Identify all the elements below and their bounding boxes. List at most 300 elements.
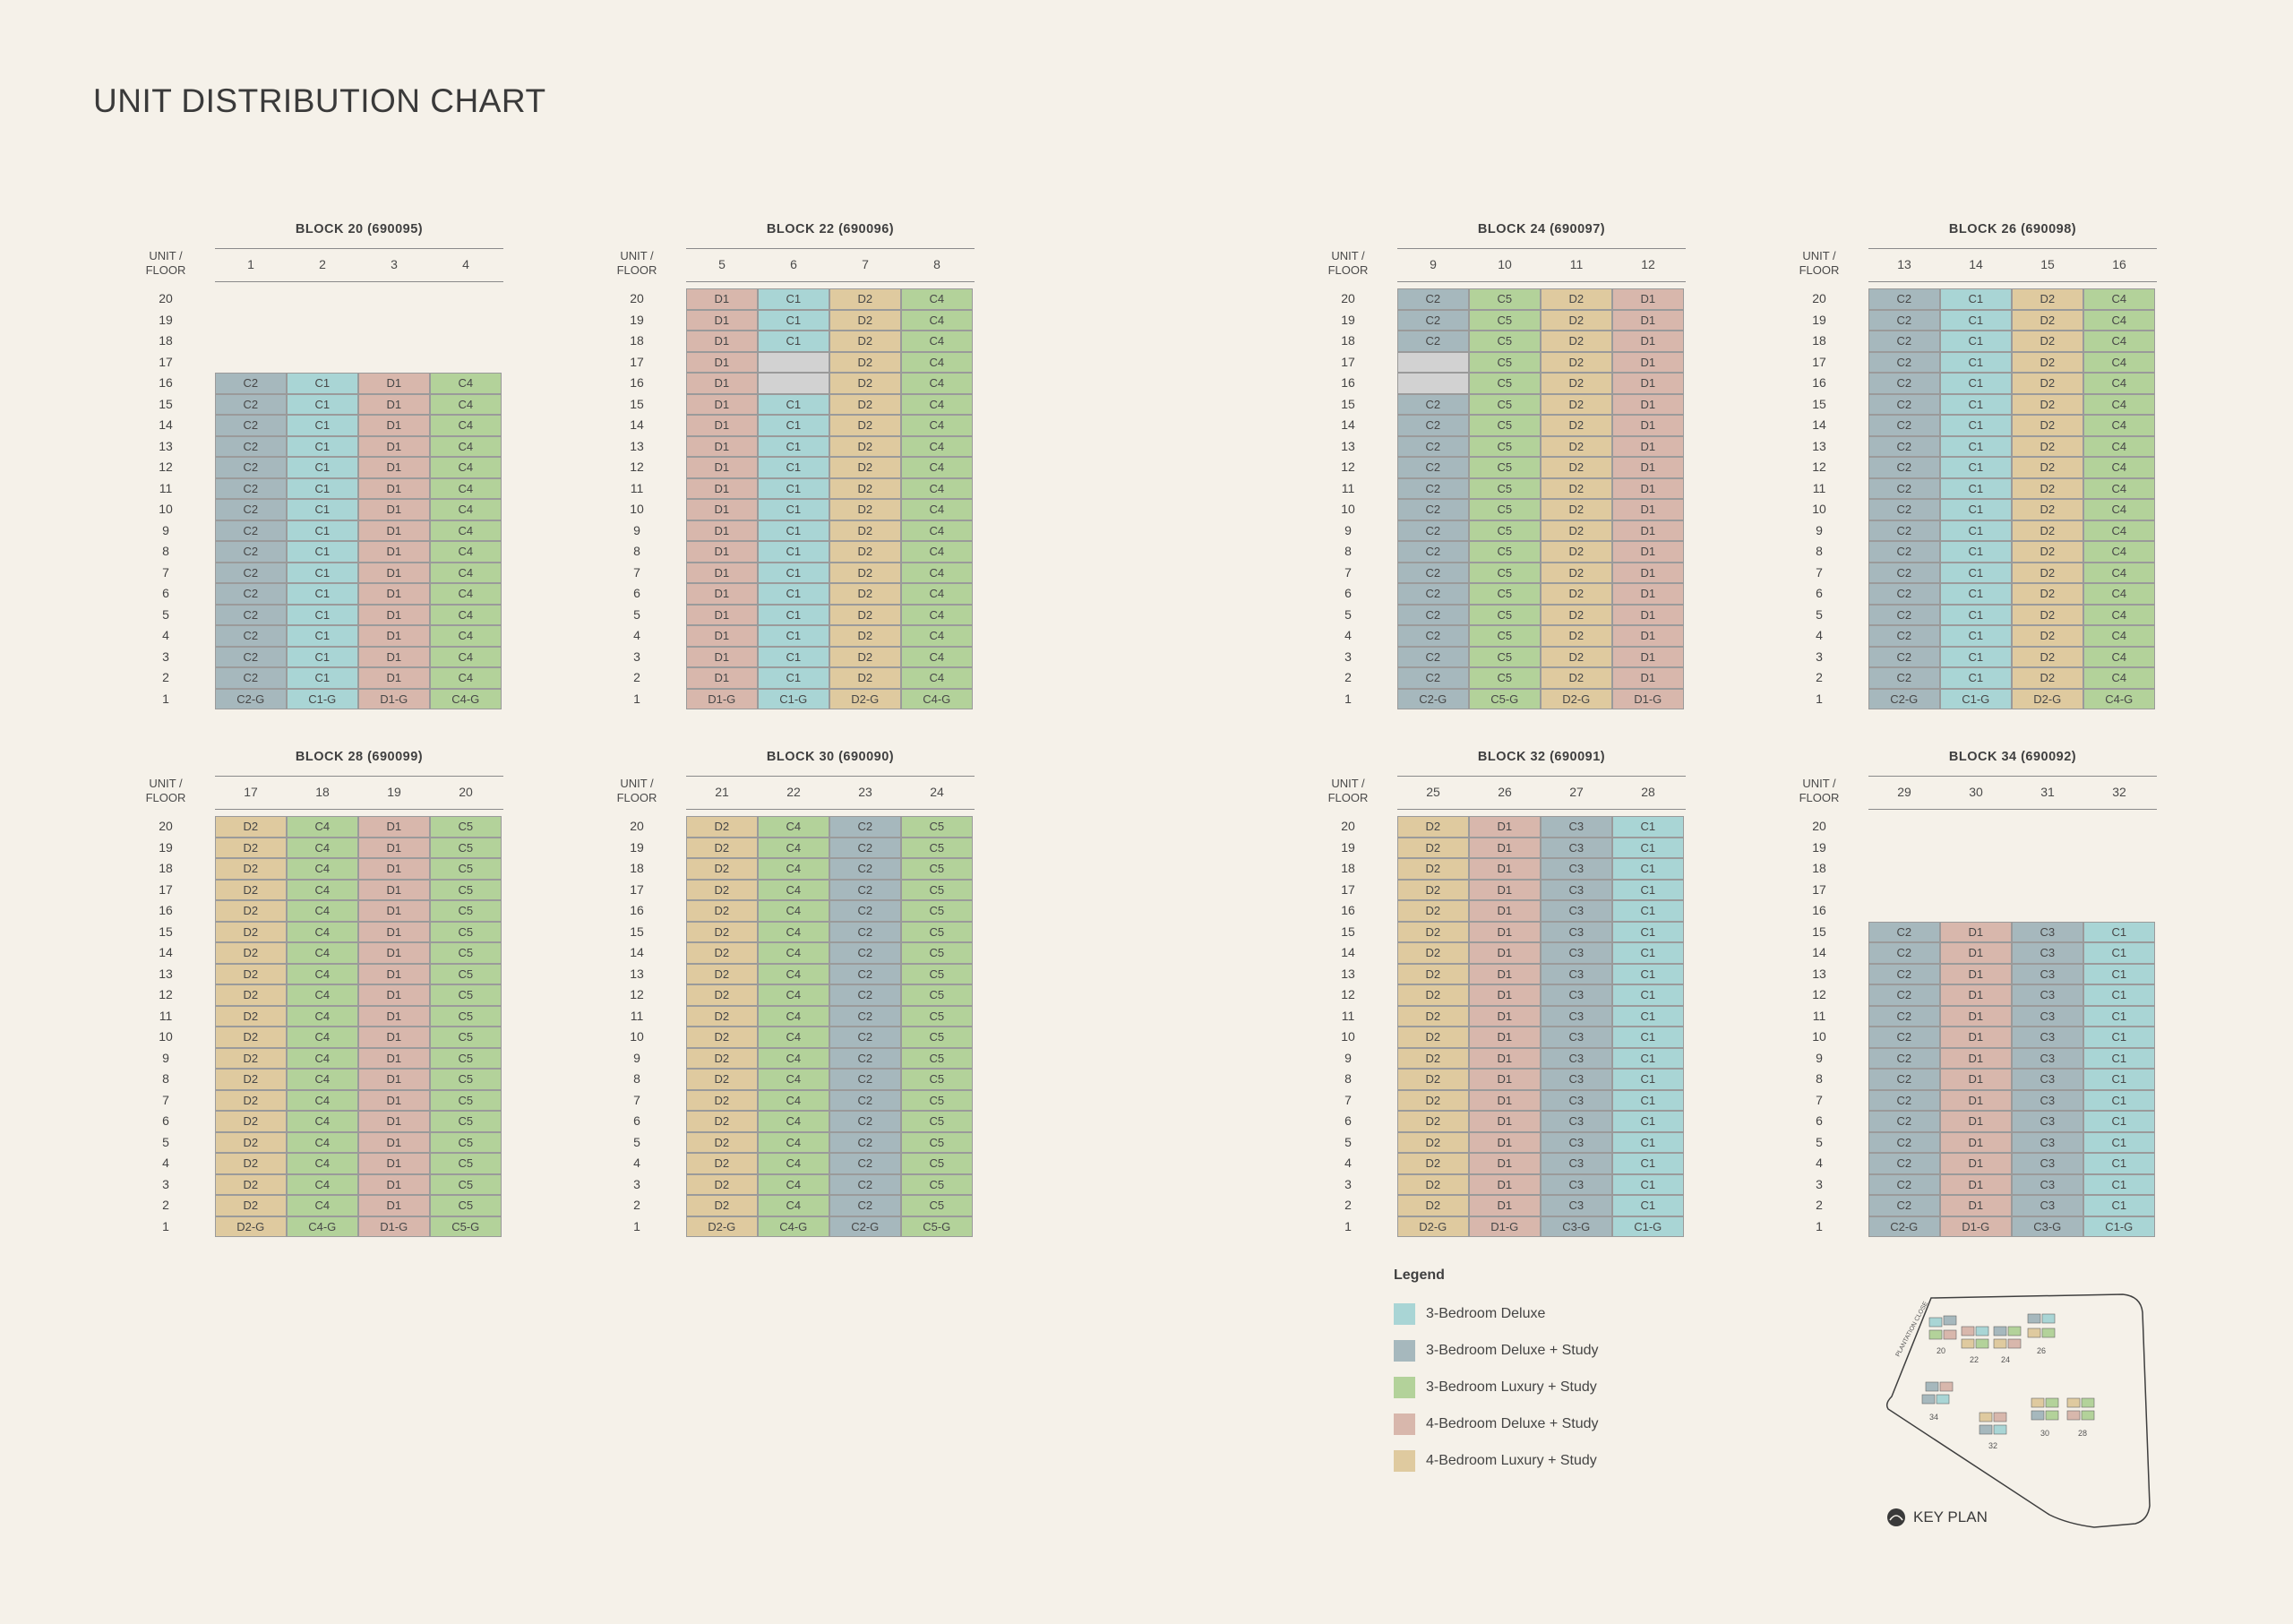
unit-number: 15 xyxy=(2040,257,2055,271)
unit-type-cell: C1 xyxy=(287,415,358,436)
unit-type-cell: D1 xyxy=(1940,1090,2012,1112)
unit-type-cell: D2 xyxy=(829,647,901,668)
unit-type-cell: C1 xyxy=(2083,964,2155,985)
unit-type-cell: D2 xyxy=(686,964,758,985)
floor-number: 5 xyxy=(633,606,640,622)
unit-type-cell: C2 xyxy=(1868,1069,1940,1090)
key-block-26 xyxy=(2028,1314,2055,1355)
unit-type-cell: C4 xyxy=(2083,520,2155,542)
unit-type-cell: D1 xyxy=(358,520,430,542)
unit-type-cell: D2 xyxy=(2012,647,2083,668)
unit-type-cell: C4 xyxy=(901,563,973,584)
unit-type-cell: C3 xyxy=(1541,964,1612,985)
header-rule xyxy=(1397,248,1686,249)
unit-type-cell: C1 xyxy=(1612,1174,1684,1196)
unit-type-cell: C2 xyxy=(1868,1027,1940,1048)
unit-type-cell: D2 xyxy=(2012,331,2083,352)
unit-floor-label: UNIT / FLOOR xyxy=(145,249,186,277)
unit-type-cell: D2-G xyxy=(1541,689,1612,710)
unit-type-cell: D2 xyxy=(829,373,901,394)
key-block-label: 26 xyxy=(2037,1346,2047,1355)
unit-type-cell: C2 xyxy=(1868,984,1940,1006)
unit-type-cell: C4 xyxy=(758,1132,829,1154)
void-cell xyxy=(1397,352,1469,374)
unit-type-cell: D1 xyxy=(358,858,430,880)
unit-type-cell: C4-G xyxy=(287,1216,358,1238)
unit-type-cell: C3 xyxy=(2012,1132,2083,1154)
floor-number: 12 xyxy=(1341,460,1355,474)
unit-type-cell: D1 xyxy=(1940,964,2012,985)
unit-type-cell: C5 xyxy=(901,816,973,838)
unit-type-cell: D2 xyxy=(829,478,901,500)
unit-type-cell: C2 xyxy=(1868,647,1940,668)
floor-number: 14 xyxy=(1341,945,1355,959)
unit-type-cell: C4 xyxy=(901,647,973,668)
unit-type-cell: D1 xyxy=(358,984,430,1006)
unit-type-cell: D2 xyxy=(1541,457,1612,478)
unit-type-cell: C1 xyxy=(2083,922,2155,943)
unit-type-cell: C1 xyxy=(1612,858,1684,880)
unit-type-cell: D1 xyxy=(1469,816,1541,838)
unit-number: 26 xyxy=(1498,785,1512,799)
floor-number: 11 xyxy=(1341,480,1355,495)
floor-number: 6 xyxy=(1816,586,1823,600)
floor-number: 2 xyxy=(162,1198,169,1212)
unit-type-cell: D1 xyxy=(1612,605,1684,626)
floor-number: 18 xyxy=(1341,333,1355,348)
unit-type-cell: C1 xyxy=(1612,1090,1684,1112)
unit-type-cell: C1 xyxy=(758,499,829,520)
unit-floor-label: UNIT / FLOOR xyxy=(616,777,657,804)
unit-type-cell: C4 xyxy=(430,541,502,563)
unit-type-cell: C3 xyxy=(1541,1111,1612,1132)
unit-type-cell: C1-G xyxy=(2083,1216,2155,1238)
unit-type-cell: D1 xyxy=(358,478,430,500)
floor-number: 11 xyxy=(159,1008,173,1023)
unit-type-cell: C2 xyxy=(1868,625,1940,647)
unit-type-cell: C4 xyxy=(287,1174,358,1196)
unit-type-cell: C2 xyxy=(215,457,287,478)
unit-type-cell: D2 xyxy=(1397,1174,1469,1196)
unit-type-cell: D1 xyxy=(1612,520,1684,542)
floor-number: 7 xyxy=(633,564,640,580)
unit-type-cell: C3 xyxy=(2012,964,2083,985)
unit-type-cell: C3 xyxy=(1541,1069,1612,1090)
unit-type-cell: D1 xyxy=(358,1090,430,1112)
floor-number: 3 xyxy=(633,649,640,664)
unit-type-cell: D2 xyxy=(2012,478,2083,500)
unit-type-cell: C1 xyxy=(1940,331,2012,352)
unit-type-cell: C2 xyxy=(1868,1153,1940,1174)
unit-type-cell: C1 xyxy=(1940,457,2012,478)
unit-type-cell: C2 xyxy=(1868,436,1940,458)
unit-type-cell: C4 xyxy=(758,1027,829,1048)
unit-type-cell: C5 xyxy=(901,880,973,901)
floor-number: 15 xyxy=(1812,924,1826,939)
unit-type-cell: D1 xyxy=(1469,942,1541,964)
floor-number: 4 xyxy=(1816,628,1823,642)
floor-number: 8 xyxy=(1816,1071,1823,1086)
block-title: BLOCK 34 (690092) xyxy=(1948,750,2077,764)
unit-type-cell: C2 xyxy=(829,1132,901,1154)
unit-type-cell: D2 xyxy=(215,1195,287,1216)
unit-type-cell: D1 xyxy=(358,563,430,584)
unit-type-cell: C5 xyxy=(1469,331,1541,352)
unit-type-cell: C2 xyxy=(1868,499,1940,520)
floor-number: 7 xyxy=(1344,564,1352,580)
unit-type-cell: D1 xyxy=(358,583,430,605)
unit-type-cell: C4 xyxy=(758,922,829,943)
floor-number: 17 xyxy=(1812,881,1826,897)
unit-type-cell: C4 xyxy=(901,478,973,500)
key-block-32 xyxy=(1980,1413,2006,1450)
unit-type-cell: D2 xyxy=(1397,1027,1469,1048)
floor-number: 1 xyxy=(162,691,169,706)
unit-type-cell: C1 xyxy=(287,563,358,584)
floor-number: 19 xyxy=(1341,839,1355,855)
floor-number: 17 xyxy=(159,881,173,897)
unit-type-cell: D1 xyxy=(1940,1027,2012,1048)
unit-type-cell: C3 xyxy=(2012,922,2083,943)
unit-type-cell: D2 xyxy=(829,520,901,542)
unit-type-cell: C4 xyxy=(287,1132,358,1154)
floor-number: 15 xyxy=(630,924,644,939)
unit-type-cell: C3 xyxy=(2012,1111,2083,1132)
unit-type-cell: D2 xyxy=(686,1048,758,1070)
floor-number: 13 xyxy=(159,438,173,453)
unit-type-cell: C5 xyxy=(430,1195,502,1216)
unit-type-cell: D2 xyxy=(215,942,287,964)
floor-number: 19 xyxy=(630,312,644,327)
unit-type-cell: C2 xyxy=(1868,563,1940,584)
unit-number: 1 xyxy=(247,257,254,271)
unit-type-cell: C3 xyxy=(1541,858,1612,880)
unit-type-cell: D2 xyxy=(1397,838,1469,859)
unit-type-cell: D1 xyxy=(1612,352,1684,374)
unit-type-cell: C5 xyxy=(1469,605,1541,626)
unit-type-cell: C2 xyxy=(1397,394,1469,416)
unit-type-cell: D2 xyxy=(1397,964,1469,985)
unit-type-cell: D2 xyxy=(686,1174,758,1196)
floor-number: 10 xyxy=(1812,502,1826,516)
unit-type-cell: D2 xyxy=(686,942,758,964)
unit-type-cell: D1 xyxy=(1612,394,1684,416)
unit-type-cell: C1 xyxy=(758,583,829,605)
unit-type-cell: C4 xyxy=(901,288,973,310)
floor-number: 18 xyxy=(1812,333,1826,348)
unit-type-cell: D2 xyxy=(1397,816,1469,838)
header-rule xyxy=(1397,809,1686,810)
unit-type-cell: C1 xyxy=(2083,1174,2155,1196)
key-block-label: 22 xyxy=(1970,1355,1980,1364)
unit-type-cell: C4 xyxy=(2083,288,2155,310)
unit-type-cell: C4 xyxy=(2083,583,2155,605)
unit-type-cell: C4 xyxy=(2083,373,2155,394)
unit-type-cell: C1 xyxy=(287,478,358,500)
floor-number: 12 xyxy=(630,460,644,474)
unit-type-cell: C2 xyxy=(1868,415,1940,436)
floor-number: 12 xyxy=(159,987,173,1001)
floor-number: 20 xyxy=(1341,291,1355,305)
unit-number: 32 xyxy=(2112,785,2126,799)
unit-type-cell: C5 xyxy=(1469,499,1541,520)
floor-number: 12 xyxy=(630,987,644,1001)
legend-swatch xyxy=(1394,1413,1415,1435)
legend-title: Legend xyxy=(1394,1267,1445,1283)
floor-number: 16 xyxy=(1341,903,1355,917)
unit-type-cell: C1 xyxy=(1612,838,1684,859)
header-rule xyxy=(215,248,503,249)
unit-type-cell: C2 xyxy=(1868,1006,1940,1027)
unit-type-cell: D1 xyxy=(1612,563,1684,584)
floor-number: 2 xyxy=(633,1198,640,1212)
unit-type-cell: C5 xyxy=(430,922,502,943)
unit-type-cell: C1 xyxy=(2083,1027,2155,1048)
unit-type-cell: D1 xyxy=(1612,331,1684,352)
floor-number: 18 xyxy=(1812,861,1826,875)
unit-type-cell: C2 xyxy=(829,922,901,943)
unit-type-cell: C3 xyxy=(2012,1090,2083,1112)
unit-type-cell: D2 xyxy=(1397,1006,1469,1027)
floor-number: 14 xyxy=(1812,945,1826,959)
floor-number: 10 xyxy=(1812,1029,1826,1044)
unit-type-cell: C1 xyxy=(287,625,358,647)
unit-type-cell: D2 xyxy=(829,331,901,352)
floor-number: 17 xyxy=(630,881,644,897)
block-21 xyxy=(613,750,980,1251)
floor-number: 9 xyxy=(162,1050,169,1065)
unit-type-cell: D2 xyxy=(2012,625,2083,647)
unit-type-cell: C1 xyxy=(1940,667,2012,689)
unit-type-cell: C1 xyxy=(1940,288,2012,310)
unit-type-cell: D2 xyxy=(215,1048,287,1070)
unit-type-cell: D2 xyxy=(829,541,901,563)
unit-type-cell: C2 xyxy=(829,1090,901,1112)
floor-number: 15 xyxy=(1341,924,1355,939)
unit-type-cell: D1 xyxy=(358,436,430,458)
floor-number: 17 xyxy=(1341,881,1355,897)
unit-type-cell: D1 xyxy=(686,625,758,647)
unit-type-cell: C1 xyxy=(1612,942,1684,964)
floor-number: 2 xyxy=(1344,670,1352,684)
header-rule xyxy=(215,281,503,282)
unit-type-cell: C4 xyxy=(2083,457,2155,478)
unit-type-cell: C5 xyxy=(901,838,973,859)
unit-number: 21 xyxy=(715,785,729,799)
unit-type-cell: D2 xyxy=(2012,563,2083,584)
block-title: BLOCK 30 (690090) xyxy=(766,750,895,764)
header-rule xyxy=(1868,248,2157,249)
unit-type-cell: C4 xyxy=(2083,436,2155,458)
unit-type-cell: C1 xyxy=(2083,984,2155,1006)
unit-type-cell: C4 xyxy=(430,520,502,542)
unit-type-cell: D2 xyxy=(1541,394,1612,416)
unit-type-cell: D1 xyxy=(1612,310,1684,331)
unit-type-cell: C5 xyxy=(1469,288,1541,310)
unit-type-cell: C1 xyxy=(1612,1027,1684,1048)
unit-type-cell: C4-G xyxy=(901,689,973,710)
floor-number: 7 xyxy=(633,1092,640,1107)
unit-type-cell: C2 xyxy=(1397,667,1469,689)
unit-type-cell: D2 xyxy=(829,394,901,416)
page-title: UNIT DISTRIBUTION CHART xyxy=(93,82,546,119)
unit-type-cell: D2 xyxy=(2012,373,2083,394)
floor-number: 13 xyxy=(1812,438,1826,453)
header-rule xyxy=(686,248,975,249)
unit-type-cell: C1 xyxy=(1940,583,2012,605)
floor-number: 19 xyxy=(1812,839,1826,855)
unit-type-cell: C1 xyxy=(1940,541,2012,563)
floor-number: 2 xyxy=(1816,1198,1823,1212)
unit-type-cell: D2 xyxy=(1541,520,1612,542)
unit-type-cell: C4 xyxy=(430,415,502,436)
floor-number: 6 xyxy=(162,586,169,600)
unit-type-cell: C2 xyxy=(1868,1132,1940,1154)
unit-type-cell: D1 xyxy=(1469,984,1541,1006)
floor-number: 10 xyxy=(630,502,644,516)
unit-type-cell: C2 xyxy=(829,858,901,880)
unit-type-cell: C2 xyxy=(215,667,287,689)
unit-type-cell: C1 xyxy=(1940,436,2012,458)
unit-type-cell: C2 xyxy=(829,1195,901,1216)
unit-type-cell: C4 xyxy=(430,583,502,605)
unit-type-cell: D1 xyxy=(1469,1195,1541,1216)
unit-type-cell: D2 xyxy=(1541,478,1612,500)
floor-number: 8 xyxy=(162,1071,169,1086)
unit-floor-label: UNIT / FLOOR xyxy=(1327,777,1369,804)
floor-number: 8 xyxy=(1816,544,1823,558)
header-rule xyxy=(686,809,975,810)
legend-label: 3-Bedroom Deluxe + Study xyxy=(1426,1343,1599,1358)
floor-number: 8 xyxy=(633,1071,640,1086)
unit-type-cell: D2 xyxy=(215,900,287,922)
unit-type-cell: C4 xyxy=(901,499,973,520)
unit-type-cell: C1 xyxy=(1940,625,2012,647)
floor-number: 4 xyxy=(633,628,640,642)
unit-type-cell: C4 xyxy=(2083,541,2155,563)
floor-number: 9 xyxy=(1816,1050,1823,1065)
unit-type-cell: C4 xyxy=(430,667,502,689)
unit-type-cell: D2 xyxy=(686,838,758,859)
floor-number: 11 xyxy=(630,1008,644,1023)
floor-number: 9 xyxy=(633,522,640,537)
unit-type-cell: C1 xyxy=(2083,1111,2155,1132)
block-25 xyxy=(1324,750,1691,1251)
floor-number: 1 xyxy=(633,1218,640,1233)
unit-type-cell: C5 xyxy=(1469,541,1541,563)
unit-type-cell: D2 xyxy=(1541,499,1612,520)
unit-type-cell: C1 xyxy=(1612,1048,1684,1070)
unit-type-cell: C1 xyxy=(1940,520,2012,542)
unit-type-cell: C4 xyxy=(2083,647,2155,668)
unit-type-cell: D1 xyxy=(686,478,758,500)
unit-type-cell: C2 xyxy=(1397,520,1469,542)
floor-number: 16 xyxy=(630,375,644,390)
unit-type-cell: C1-G xyxy=(758,689,829,710)
unit-type-cell: C3 xyxy=(2012,984,2083,1006)
unit-type-cell: C4 xyxy=(758,984,829,1006)
unit-type-cell: C1 xyxy=(1612,1195,1684,1216)
unit-type-cell: D2 xyxy=(1397,1111,1469,1132)
floor-number: 2 xyxy=(633,670,640,684)
unit-type-cell: C1 xyxy=(758,457,829,478)
unit-type-cell: C2 xyxy=(1868,541,1940,563)
unit-number: 10 xyxy=(1498,257,1512,271)
unit-type-cell: C1 xyxy=(1612,1111,1684,1132)
unit-number: 25 xyxy=(1426,785,1440,799)
unit-type-cell: C1 xyxy=(2083,1132,2155,1154)
unit-type-cell: C1 xyxy=(758,288,829,310)
unit-type-cell: C5 xyxy=(901,942,973,964)
unit-type-cell: C1 xyxy=(1940,415,2012,436)
key-block-30 xyxy=(2031,1398,2058,1438)
unit-type-cell: C3 xyxy=(2012,1048,2083,1070)
block-29 xyxy=(1795,750,2162,1251)
unit-number: 3 xyxy=(391,257,398,271)
floor-number: 18 xyxy=(159,333,173,348)
unit-type-cell: C5 xyxy=(1469,520,1541,542)
unit-type-cell: C1 xyxy=(1940,352,2012,374)
unit-type-cell: C1 xyxy=(758,415,829,436)
block-title: BLOCK 28 (690099) xyxy=(295,750,424,764)
unit-type-cell: D2 xyxy=(829,605,901,626)
unit-type-cell: C2 xyxy=(1868,1174,1940,1196)
unit-type-cell: C2-G xyxy=(1868,1216,1940,1238)
unit-type-cell: C4 xyxy=(901,373,973,394)
unit-number: 11 xyxy=(1569,257,1584,271)
unit-type-cell: D1-G xyxy=(358,1216,430,1238)
unit-type-cell: C2 xyxy=(829,964,901,985)
unit-type-cell: D1 xyxy=(1612,436,1684,458)
key-block-label: 32 xyxy=(1988,1441,1998,1450)
unit-type-cell: D1 xyxy=(1612,647,1684,668)
unit-number: 6 xyxy=(790,257,797,271)
unit-type-cell: C5 xyxy=(1469,373,1541,394)
unit-type-cell: C1 xyxy=(758,394,829,416)
block-title: BLOCK 24 (690097) xyxy=(1477,222,1606,236)
unit-number: 7 xyxy=(862,257,869,271)
unit-type-cell: C5 xyxy=(430,1048,502,1070)
unit-type-cell: C4 xyxy=(2083,625,2155,647)
floor-number: 13 xyxy=(1812,966,1826,981)
unit-type-cell: C2 xyxy=(215,394,287,416)
unit-type-cell: C4 xyxy=(758,942,829,964)
unit-type-cell: D1 xyxy=(1612,415,1684,436)
unit-type-cell: C2 xyxy=(1397,478,1469,500)
unit-type-cell: C3 xyxy=(1541,880,1612,901)
unit-type-cell: D1 xyxy=(1940,1006,2012,1027)
unit-type-cell: D1 xyxy=(358,541,430,563)
unit-type-cell: C4 xyxy=(2083,394,2155,416)
unit-number: 24 xyxy=(930,785,944,799)
unit-type-cell: C4 xyxy=(901,541,973,563)
unit-type-cell: C4 xyxy=(758,1174,829,1196)
unit-type-cell: D2 xyxy=(215,1069,287,1090)
unit-type-cell: C2 xyxy=(1868,310,1940,331)
unit-number: 30 xyxy=(1969,785,1983,799)
unit-type-cell: C2 xyxy=(215,647,287,668)
unit-type-cell: C5 xyxy=(1469,478,1541,500)
floor-number: 11 xyxy=(1812,480,1826,495)
unit-type-cell: C1 xyxy=(2083,1069,2155,1090)
unit-type-cell: D1 xyxy=(1940,1111,2012,1132)
floor-number: 15 xyxy=(1341,396,1355,411)
floor-number: 4 xyxy=(1344,628,1352,642)
unit-type-cell: C3 xyxy=(1541,1174,1612,1196)
unit-type-cell: C4 xyxy=(287,922,358,943)
key-block-34 xyxy=(1922,1382,1953,1422)
unit-type-cell: C4 xyxy=(430,436,502,458)
